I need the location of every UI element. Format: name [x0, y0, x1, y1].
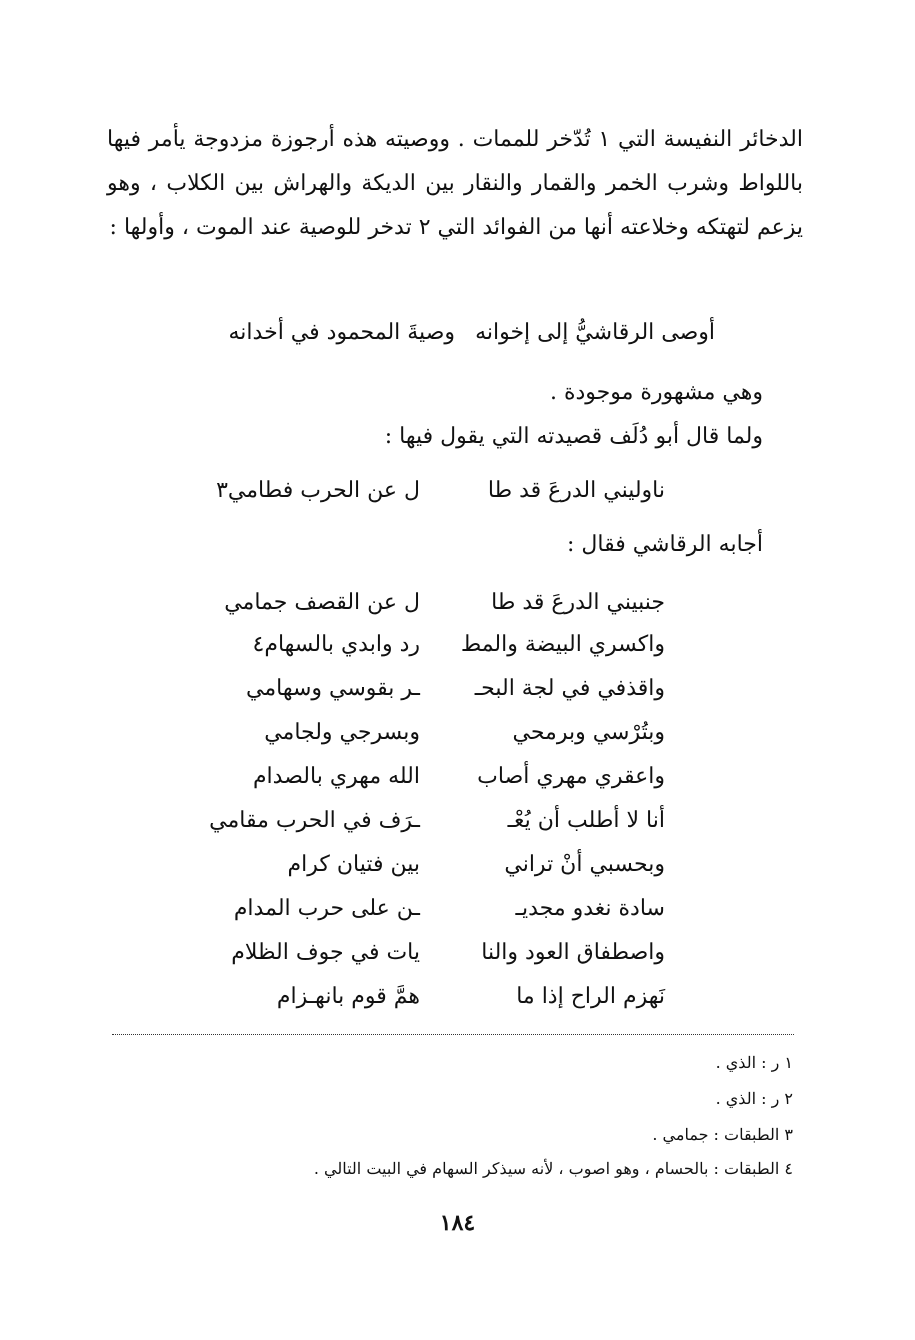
- poem-verse: [160, 588, 665, 618]
- text-line-answer: أجابه الرقاشي فقال :: [566, 532, 763, 557]
- poem-verse-left: ـن على حرب المدام: [233, 896, 420, 921]
- poem-verse-left: رد وابدي بالسهام٤: [252, 632, 420, 657]
- poem-verse-right: أنا لا أطلب أن يُعْـ: [507, 808, 665, 833]
- poem-verse-right: سادة نغدو مجديـ: [515, 896, 665, 921]
- poem-verse-left: ـرَف في الحرب مقامي: [209, 808, 420, 833]
- opening-paragraph: الدخائر النفيسة التي ١ تُدّخر للممات . ووصيته هذه أرجوزة مزدوجة يأمر فيها باللواط وشرب الخمر والقمار والنقار بين الديكة والهراش بين الكلاب ، وهو يزعم لتهتكه وخلاعته أنها من الفوائد التي ٢ تدخر للوصية عند الموت ، وأولها :: [107, 127, 803, 240]
- poem-verse: [160, 938, 665, 968]
- verse-abu-dulaf-right: ناوليني الدرعَ قد طا: [487, 478, 665, 503]
- footnote: ٢ ر : الذي .: [715, 1089, 793, 1108]
- poem-verse-right: واقذفي في لجة البحـ: [474, 676, 665, 701]
- poem-verse: [160, 674, 665, 704]
- verse-intro: [195, 318, 715, 348]
- poem-verse-left: بين فتيان كرام: [287, 852, 420, 877]
- poem-verse-right: واكسري البيضة والمط: [460, 632, 665, 657]
- footnote: ٣ الطبقات : جمامي .: [652, 1125, 793, 1144]
- verse-abu-dulaf-left: ل عن الحرب فطامي٣: [216, 478, 420, 503]
- poem-verse: [160, 982, 665, 1012]
- poem-verse-left: همَّ قوم بانهـزام: [276, 984, 420, 1009]
- poem-verse: [160, 806, 665, 836]
- poem-verse-right: واصطفاق العود والنا: [481, 940, 665, 965]
- poem-verse-left: يات في جوف الظلام: [231, 940, 420, 965]
- poem-verse: [160, 894, 665, 924]
- poem-verse: [160, 630, 665, 660]
- poem-verse-right: وبتُرْسي وبرمحي: [512, 720, 665, 745]
- footnote: ١ ر : الذي .: [715, 1053, 793, 1072]
- poem-verse-right: وبحسبي أنْ تراني: [504, 852, 665, 877]
- text-line-abu-dulaf: ولما قال أبو دُلَف قصيدته التي يقول فيها :: [384, 424, 763, 449]
- poem-verse-left: ل عن القصف جمامي: [224, 590, 420, 615]
- verse-abu-dulaf: [160, 476, 665, 506]
- poem-verse-right: نَهزم الراح إذا ما: [516, 984, 665, 1009]
- footnote-divider: [112, 1034, 794, 1035]
- verse-intro-left: وصيةَ المحمود في أخدانه: [228, 320, 455, 345]
- poem-verse-left: الله مهري بالصدام: [252, 764, 420, 789]
- poem-verse: [160, 718, 665, 748]
- verse-intro-right: أوصى الرقاشيُّ إلى إخوانه: [475, 320, 715, 345]
- page-number: ١٨٤: [439, 1210, 476, 1236]
- footnote: ٤ الطبقات : بالحسام ، وهو اصوب ، لأنه سيذكر السهام في البيت التالي .: [313, 1159, 793, 1178]
- poem-verse-left: وبسرجي ولجامي: [264, 720, 420, 745]
- poem-verse: [160, 762, 665, 792]
- poem-verse-right: جنبيني الدرعَ قد طا: [491, 590, 665, 615]
- text-line-popular: وهي مشهورة موجودة .: [549, 380, 763, 405]
- poem-verse-left: ـر بقوسي وسهامي: [246, 676, 420, 701]
- poem-verse-right: واعقري مهري أصاب: [477, 764, 665, 789]
- poem-verse: [160, 850, 665, 880]
